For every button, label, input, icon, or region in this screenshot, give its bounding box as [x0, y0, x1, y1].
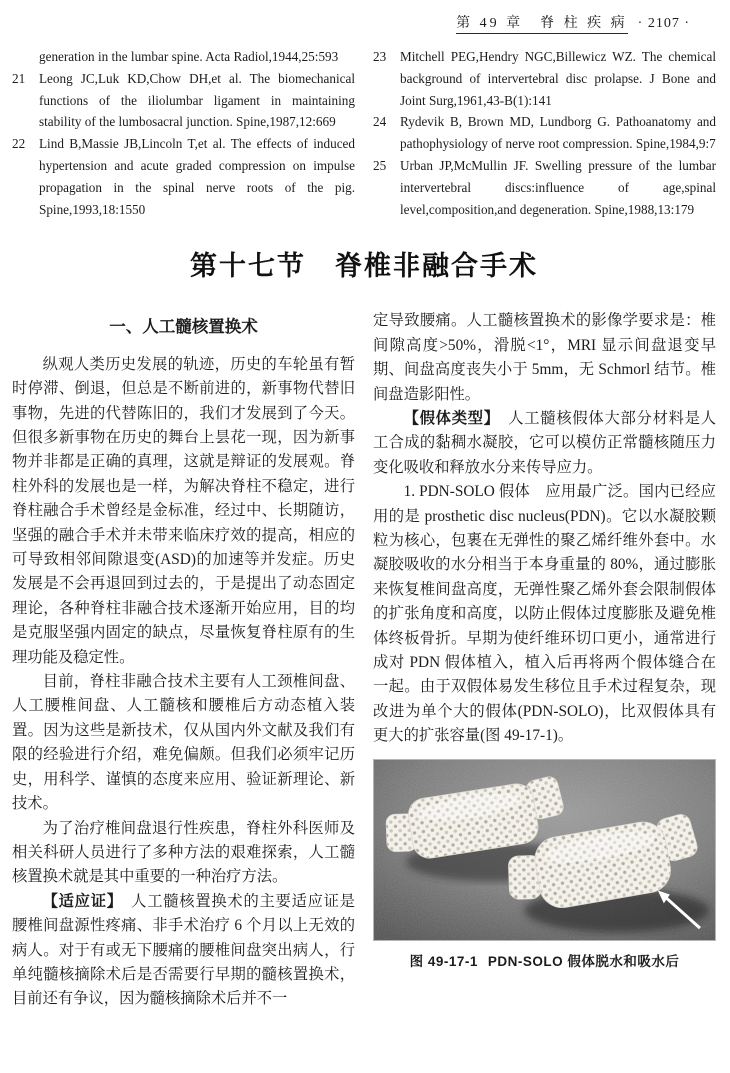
figure-label: 图 49-17-1 [409, 953, 478, 969]
reference-text: Leong JC,Luk KD,Chow DH,et al. The biomechanical functions of the iliolumbar ligament in maintaining stability of the lumbosacral junction. Spine,1987,12:669 [39, 70, 355, 130]
paragraph-text: 纵观人类历史发展的轨迹，历史的车轮虽有暂时停滞、倒退，但总是不断前进的，新事物代替旧事物，先进的代替陈旧的，我们才发展到了今天。但很多新事物在历史的舞台上昙花一现，因为新事物并非都是正确的真理，这就是辩证的发展观。脊柱外科的发展也是一样，为解决脊柱不稳定，进行脊柱融合手术曾经是金标准，经过中、长期随访，坚强的融合手术并未带来临床疗效的提高，相应的可导致相邻间隙退变(ASD)的加速等并发症。历史发展是不会再退回到过去的，于是提出了动态固定理论，各种脊柱非融合技术逐渐开始应用，目的均是克服坚强内固定的缺点，尽量恢复脊柱原有的生理功能及稳定性。 [12, 355, 355, 666]
reference-item [12, 68, 355, 133]
paragraph [12, 670, 355, 816]
reference-item [373, 111, 716, 155]
reference-item [373, 155, 716, 220]
paragraph [373, 309, 716, 407]
references-left-column [12, 46, 355, 220]
page-number: · 2107 · [637, 16, 690, 31]
paragraph [373, 480, 716, 748]
paragraph-text: 为了治疗椎间盘退行性疾患，脊柱外科医师及相关科研人员进行了多种方法的艰难探索，人工髓核置换术就是其中重要的一种治疗方法。 [12, 819, 355, 886]
subsection-title: 一、人工髓核置换术 [109, 318, 258, 337]
paragraph-text: 定导致腰痛。人工髓核置换术的影像学要求是：椎间隙高度>50%，滑脱<1°，MRI 显示间盘退变早期、间盘高度丧失小于 5mm，无 Schmorl 结节。椎间盘造影阳性。 [373, 312, 716, 403]
figure-title: PDN-SOLO 假体脱水和吸水后 [487, 953, 680, 969]
reference-item [12, 46, 355, 68]
references-right-column [373, 46, 716, 220]
paragraph-text: 人工髓核置换术的主要适应证是腰椎间盘源性疼痛、非手术治疗 6 个月以上无效的病人。对于有或无下腰痛的腰椎间盘突出病人，行单纯髓核摘除术后是否需要行早期的髓核置换术，目前还有争议，因为髓核摘除术后并不一 [12, 892, 355, 1008]
reference-text: Lind B,Massie JB,Lincoln T,et al. The effects of induced hypertension and acute graded compression on impulse propagation in the spinal nerve roots of the pig. Spine,1993,18:1550 [39, 136, 355, 217]
chapter-title: 第 49 章 脊 柱 疾 病 [456, 12, 628, 34]
reference-text: Rydevik B, Brown MD, Lundborg G. Pathoanatomy and pathophysiology of nerve root compression. Spine,1984,9:7 [400, 114, 716, 152]
reference-number: 25 [373, 157, 387, 173]
body-right-column [373, 309, 716, 1011]
page-header [12, 12, 716, 34]
paragraph [12, 890, 355, 1012]
reference-text: Urban JP,McMullin JF. Swelling pressure of the lumbar intervertebral discs:influence of age,spinal level,composition,and degeneration. Spine,1988,13:179 [400, 157, 716, 217]
references [12, 46, 716, 220]
paragraph-text: 应用最广泛。国内已经应用的是 prosthetic disc nucleus(PDN)。它以水凝胶颗粒为核心，包裹在无弹性的聚乙烯纤维外套中。水凝胶吸收的水分相当于本身重量的 80%，通过膨胀来恢复椎间盘高度，无弹性聚乙烯外套会限制假体的扩张角度和高度，以防止假体过度膨胀及避免椎体终板骨折。早期为使纤维环切口更小，通常进行成对 PDN 假体植入，植入后再将两个假体缝合在一起。由于双假体易发生移位且手术过程复杂，现改进为单个大的假体(PDN-SOLO)，比双假体具有更大的扩张容量(图 49-17-1)。 [373, 483, 716, 745]
reference-number: 22 [12, 136, 26, 152]
paragraph [373, 407, 716, 480]
section-title: 第十七节 脊椎非融合手术 [190, 251, 538, 282]
body-columns [12, 309, 716, 1011]
body-left-column [12, 309, 355, 1011]
reference-number [12, 46, 32, 68]
reference-text: generation in the lumbar spine. Acta Radiol,1944,25:593 [39, 49, 339, 64]
reference-number: 24 [373, 114, 387, 130]
reference-number: 23 [373, 49, 387, 64]
reference-number: 21 [12, 70, 26, 86]
paragraph-text: 人工髓核假体大部分材料是人工合成的黏稠水凝胶，它可以模仿正常髓核随压力变化吸收和释放水分来传导应力。 [373, 410, 716, 476]
paragraph [12, 353, 355, 670]
run-in-heading-pdn-solo: 1. PDN-SOLO 假体 [403, 483, 530, 501]
reference-item [373, 46, 716, 111]
pdn-implants-photo [373, 759, 716, 941]
reference-text: Mitchell PEG,Hendry NGC,Billewicz WZ. The chemical background of intervertebral disc prolapse. J Bone and Joint Surg,1961,43-B(1):141 [400, 49, 716, 108]
figure-caption [373, 950, 716, 974]
reference-item [12, 133, 355, 220]
paragraph [12, 817, 355, 890]
run-in-heading-prosthesis-type: 【假体类型】 [403, 410, 493, 427]
figure-49-17-1 [373, 759, 716, 974]
run-in-heading-indication: 【适应证】 [42, 892, 116, 910]
paragraph-text: 目前，脊柱非融合技术主要有人工颈椎间盘、人工腰椎间盘、人工髓核和腰椎后方动态植入装置。因为这些是新技术，仅从国内外文献及我们有限的经验进行介绍，难免偏颇。但我们必须牢记历史，用科学、谨慎的态度来应用、验证新理论、新技术。 [12, 673, 355, 813]
